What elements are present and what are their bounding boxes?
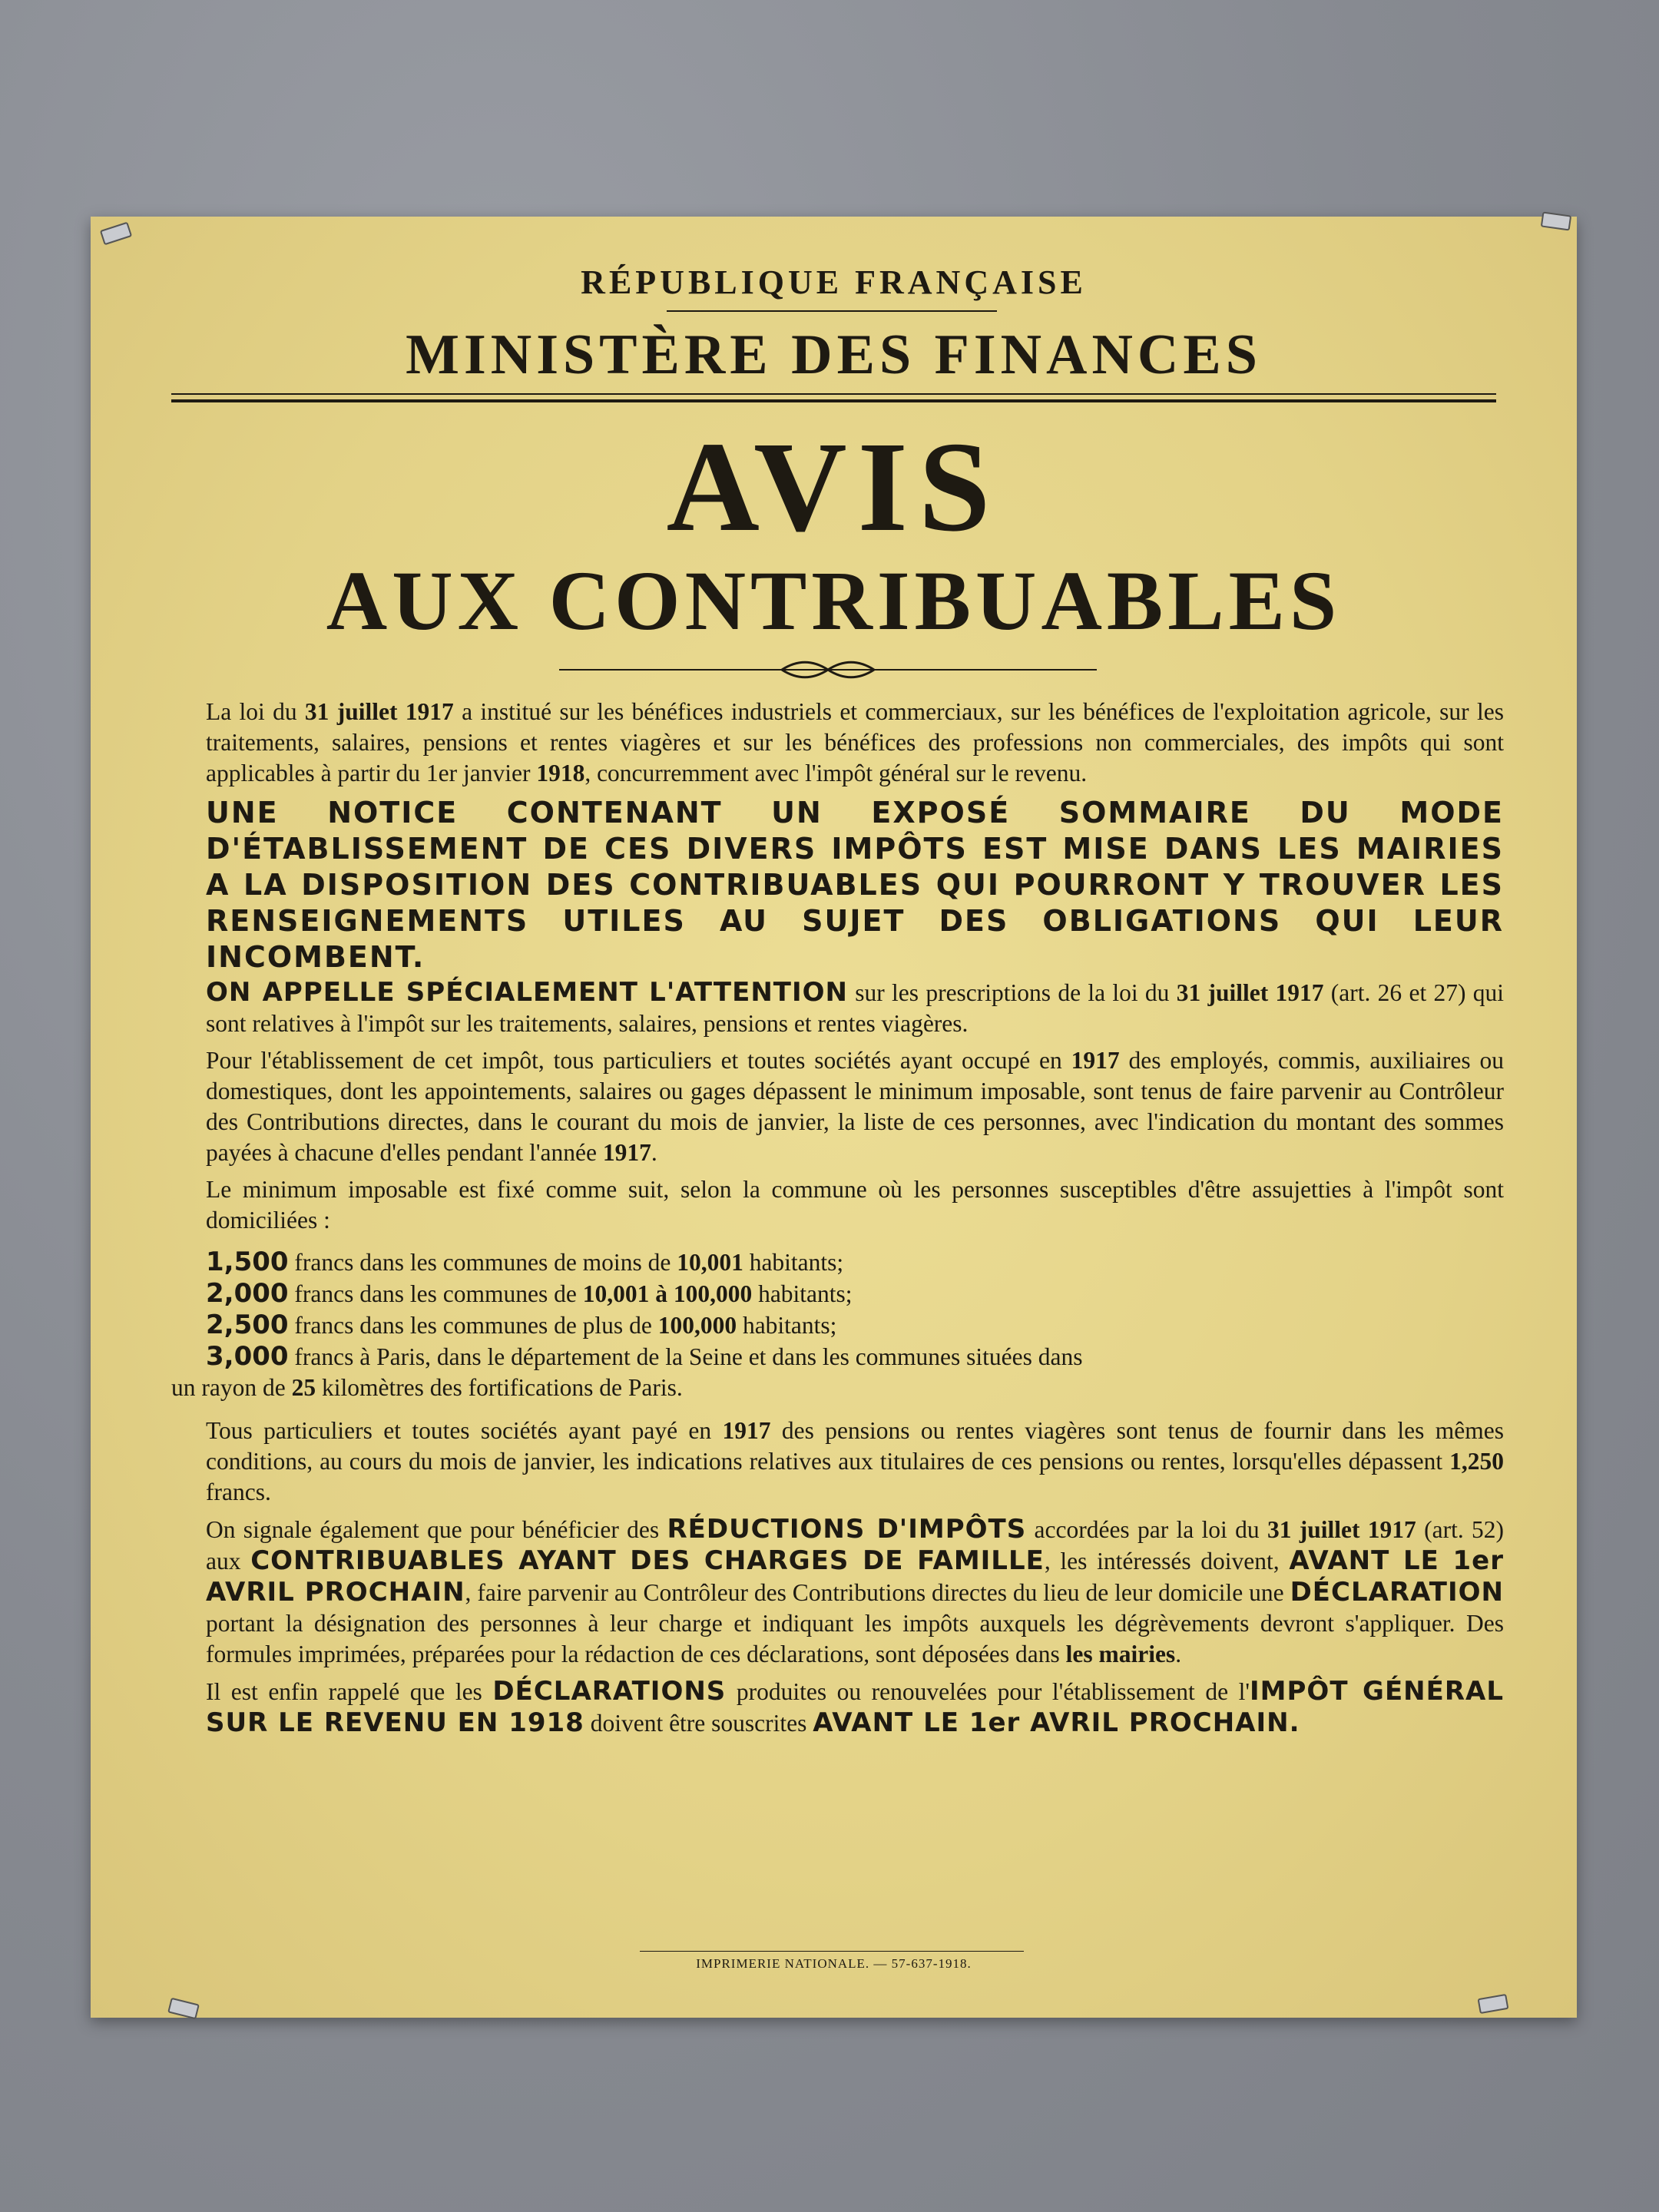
paragraph-minimum: Le minimum imposable est fixé comme suit, selon la commune où les personnes susceptibles d'être assujetties à l'impôt sont domiciliées : [206, 1176, 1504, 1233]
flourish-ornament [559, 658, 1097, 681]
notice-body [171, 697, 1504, 1745]
footer-rule [640, 1951, 1024, 1952]
notice-block: UNE NOTICE CONTENANT UN EXPOSÉ SOMMAIRE DU MODE D'ÉTABLISSEMENT DE CES DIVERS IMPÔTS EST MISE DANS LES MAIRIES A LA DISPOSITION DES CONTRIBUABLES QUI POURRONT Y TROUVER LES RENSEIGNEMENTS UTILES AU SUJET DES OBLIGATIONS QUI LEUR INCOMBENT. [206, 796, 1504, 974]
page-subtitle: AUX CONTRIBUABLES [326, 554, 1342, 647]
staple [1478, 1994, 1509, 2014]
paragraph-declarations: Il est enfin rappelé que les DÉCLARATIONS produites ou renouvelées pour l'établissement de l'IMPÔT GÉNÉRAL SUR LE REVENU EN 1918 doivent être souscrites AVANT LE 1er AVRIL PROCHAIN. [206, 1676, 1505, 1738]
paragraph-pensions: Tous particuliers et toutes sociétés ayant payé en 1917 des pensions ou rentes viagères sont tenus de fournir dans les mêmes conditions, au cours du mois de janvier, les indications relatives aux titulaires de ces pensions ou rentes, lorsqu'elles dépassent 1,250 francs. [206, 1417, 1504, 1505]
list-item-continuation: un rayon de 25 kilomètres des fortifications de Paris. [171, 1374, 683, 1401]
republic-heading: RÉPUBLIQUE FRANÇAISE [581, 263, 1087, 301]
paragraph-law: La loi du 31 juillet 1917 a institué sur les bénéfices industriels et commerciaux, sur les bénéfices de l'exploitation agricole, sur les traitements, salaires, pensions et rentes viagères et sur les bénéfices des professions non commerciales, des impôts qui sont applicables à partir du 1er janvier 1918, concurremment avec l'impôt général sur le revenu. [206, 698, 1504, 786]
list-item: 1,500 francs dans les communes de moins de 10,001 habitants; [206, 1247, 844, 1277]
paragraph-attention: ON APPELLE SPÉCIALEMENT L'ATTENTION sur les prescriptions de la loi du 31 juillet 1917 (art. 26 et 27) qui sont relatives à l'impôt sur les traitements, salaires, pensions et rentes viagères. [206, 977, 1505, 1037]
list-item: 3,000 francs à Paris, dans le département de la Seine et dans les communes situées dans [206, 1341, 1083, 1372]
paragraph-establishment: Pour l'établissement de cet impôt, tous particuliers et toutes sociétés ayant occupé en 1917 des employés, commis, auxiliaires ou domestiques, dont les appointements, salaires ou gages dépassent le minimum imposable, sont tenus de faire parvenir au Contrôleur des Contributions directes, dans le courant du mois de janvier, la liste de ces personnes, avec l'indication du montant des sommes payées à chacune d'elles pendant l'année 1917. [206, 1047, 1504, 1166]
staple [1541, 211, 1571, 230]
double-rule [171, 393, 1496, 402]
staple [100, 222, 132, 246]
ornament-rule [667, 310, 997, 315]
ministry-heading: MINISTÈRE DES FINANCES [406, 323, 1262, 386]
printer-imprint: IMPRIMERIE NATIONALE. — 57-637-1918. [696, 1956, 972, 1971]
list-item: 2,000 francs dans les communes de 10,001 à 100,000 habitants; [206, 1278, 853, 1309]
paragraph-reductions: On signale également que pour bénéficier des RÉDUCTIONS D'IMPÔTS accordées par la loi du 31 juillet 1917 (art. 52) aux CONTRIBUABLES AYANT DES CHARGES DE FAMILLE, les intéressés doivent, AVANT LE 1er AVRIL PROCHAIN, faire parvenir au Contrôleur des Contributions directes du lieu de leur domicile une DÉCLARATION portant la désignation des personnes à leur charge et indiquant les impôts auxquels les dégrèvements devront s'appliquer. Des formules imprimées, préparées pour la rédaction de ces déclarations, sont déposées dans les mairies. [206, 1514, 1505, 1667]
list-item: 2,500 francs dans les communes de plus de 100,000 habitants; [206, 1310, 837, 1340]
minimum-list [171, 1247, 1504, 1403]
staple [167, 1998, 200, 2020]
page-title: AVIS [666, 416, 1002, 558]
poster [91, 217, 1577, 2018]
